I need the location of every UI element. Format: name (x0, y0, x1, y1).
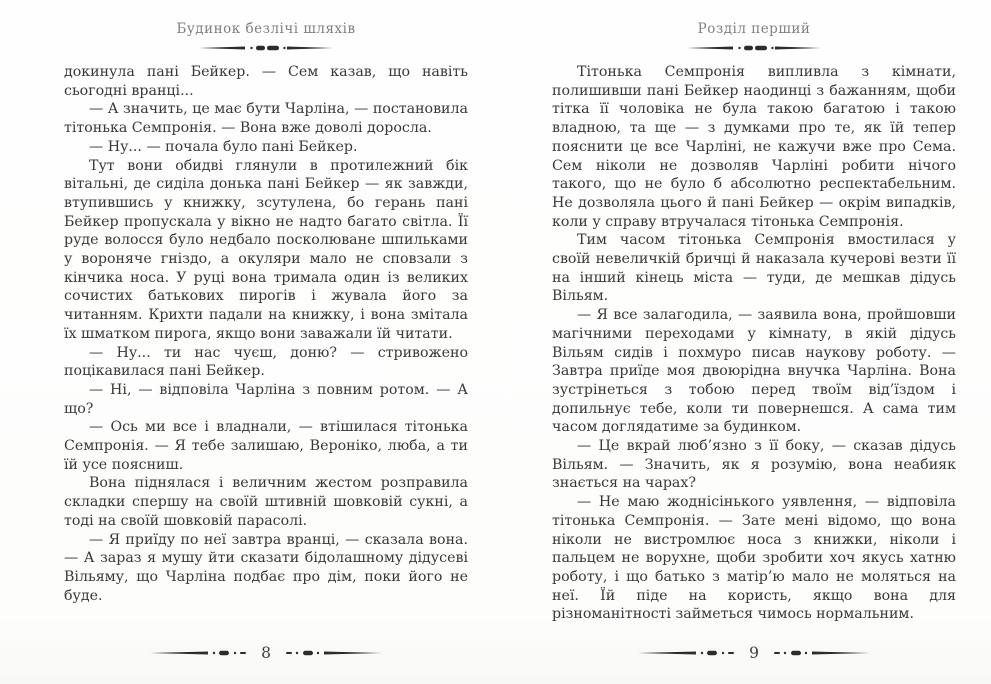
ornament-left-icon (638, 648, 734, 658)
ornament-right-icon (286, 648, 382, 658)
running-head-right: Розділ перший (697, 21, 811, 37)
paragraph: — Ось ми все і владнали, — втішилася тітонька Семпронія. — Я тебе залишаю, Вероніко, люба, а ти їй усе поясниш. (64, 419, 468, 473)
left-page (64, 0, 468, 684)
paragraph: — Я все залагодила, — заявила вона, пройшовши магічними переходами у кімнату, в якій дідусь Вільям сидів і похмуро писав наукову роботу. — Завтра приїде моя двоюрідна внучка Чарліна. Вона зустрінеться з тобою перед твоїм від’їздом і допильнує тебе, коли ти повернешся. А сама тим часом доглядатиме за будинком. (552, 307, 956, 436)
paragraph: — Не маю жоднісінького уявлення, — відповіла тітонька Семпронія. — Зате мені відомо, що вона ніколи не вистромлює носа з книжки, ніколи і пальцем не ворухне, щоби зробити хоч якусь хатню роботу, і що батько з матір’ю мало не моляться на неї. Їй піде на користь, якщо вона для різноманітності займеться чимось нормальним. (552, 494, 956, 623)
header-ornament-left (64, 43, 468, 53)
header-ornament-right (552, 43, 956, 53)
right-page-text (552, 63, 956, 624)
paragraph: — Я приїду по неї завтра вранці, — сказала вона. — А зараз я мушу йти сказати бідолашному дідусеві Вільяму, що Чарліна подбає про дім, поки його не буде. (64, 531, 468, 604)
paragraph: Тим часом тітонька Семпронія вмостилася у своїй невеличкій бричці й наказала кучерові везти її на інший кінець міста — туди, де мешкав дідусь Вільям. (552, 232, 956, 305)
left-page-text (64, 63, 468, 605)
paragraph: — Це вкрай люб’язно з її боку, — сказав дідусь Вільям. — Значить, як я розумію, вона неабияк знається на чарах? (552, 438, 956, 492)
folio-right (552, 644, 956, 662)
ornament-divider-icon (199, 43, 333, 53)
paragraph: — Ні, — відповіла Чарліна з повним ротом. — А що? (64, 381, 468, 417)
paragraph: Тітонька Семпронія випливла з кімнати, полишивши пані Бейкер наодинці з бажанням, щоби тітка її чоловіка не була такою багатою і такою владною, та ще — з думками про те, як їй тепер пояснити це все Чарліні, не кажучи вже про Сема. Сем ніколи не дозволяв Чарліні робити нічого такого, що не було б абсолютно респектабельним. Не дозволяла цього й пані Бейкер — окрім випадків, коли у справу втручалася тітонька Семпронія. (552, 64, 956, 230)
running-head-left: Будинок безлічі шляхів (176, 21, 356, 37)
paragraph: Тут вони обидві глянули в протилежний бік вітальні, де сиділа донька пані Бейкер — як завжди, втупившись у книжку, зсутулена, бо герань пані Бейкер пропускала у вікно не надто багато світла. Її руде волосся було недбало посколюване шпильками у вороняче гніздо, а окуляри мало не сповзали з кінчика носа. У руці вона тримала один із великих сочистих батькових пирогів і жувала його за читанням. Крихти падали на книжку, і вона змітала їх шматком пирога, якщо вони заважали їй читати. (64, 157, 468, 342)
page-number: 8 (261, 644, 271, 662)
paragraph: — Ну... ти нас чуєш, доню? — стривожено поцікавилася пані Бейкер. (64, 344, 468, 380)
paragraph: — А значить, це має бути Чарліна, — постановила тітонька Семпронія. — Вона вже доволі доросла. (64, 101, 468, 137)
paragraph: — Ну... — почала було пані Бейкер. (89, 138, 358, 155)
ornament-left-icon (150, 648, 246, 658)
folio-left (64, 644, 468, 662)
right-page (552, 0, 956, 684)
paragraph: докинула пані Бейкер. — Сем казав, що навіть сьогодні вранці... (64, 64, 468, 99)
ornament-divider-icon (687, 43, 821, 53)
ornament-right-icon (774, 648, 870, 658)
page-number: 9 (749, 644, 759, 662)
paragraph: Вона піднялася і величним жестом розправила складки спершу на своїй штивній шовковій сукні, а тоді на своїй шовковій парасолі. (64, 475, 468, 529)
